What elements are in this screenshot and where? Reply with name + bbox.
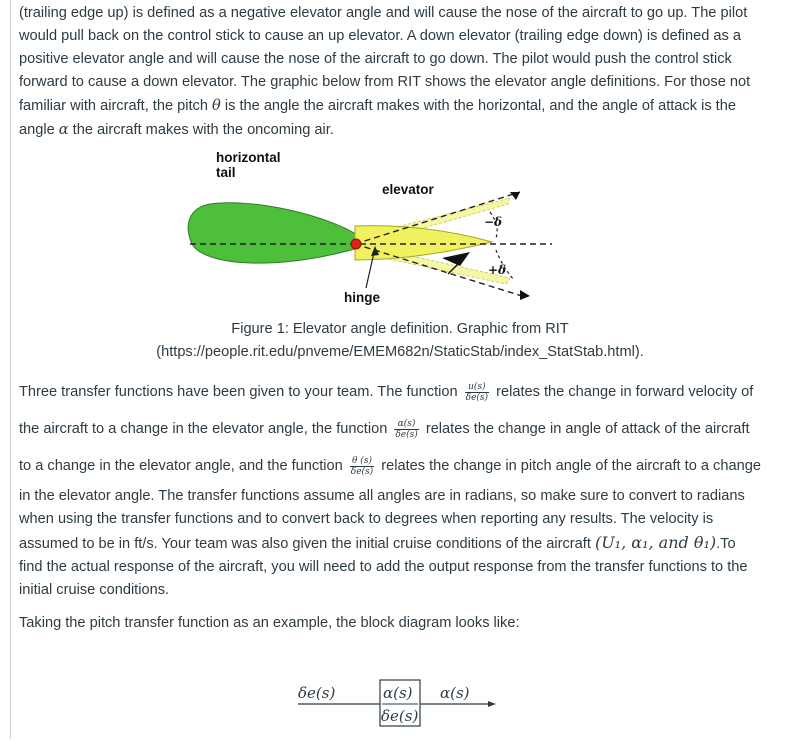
theta-symbol: θ (212, 97, 221, 114)
tf-line-velocity: Three transfer functions have been given to your team. The function $\frac{u(s)}{\delta e(s)}$ relates the change in forward velocity of (19, 381, 754, 403)
body-line: find the actual response of the aircraft, you will need to add the output response from the transfer functions to the (19, 559, 748, 575)
elevator-figure (170, 148, 570, 308)
block-output-label: α(s) (440, 684, 470, 702)
intro-line: positive elevator angle and will cause the nose of the aircraft to go down. The pilot would push the control stick (19, 51, 732, 67)
intro-line: would pull back on the control stick to cause an up elevator. A down elevator (trailing edge down) is defined as a (19, 28, 742, 44)
intro-line: forward to cause a down elevator. The graphic below from RIT shows the elevator angle definitions. For those not (19, 74, 751, 90)
intro-paragraph (19, 2, 791, 142)
arrow-down-head (520, 290, 530, 300)
intro-line: (trailing edge up) is defined as a negative elevator angle and will cause the nose of the aircraft to go up. The pilot (19, 5, 748, 21)
body-line: in the elevator angle. The transfer functions assume all angles are in radians, so make sure to convert to radians (19, 488, 745, 504)
elevator-diagram-svg (170, 148, 570, 308)
body-line: when using the transfer functions and to convert back to degrees when reporting any results. The velocity is (19, 511, 714, 527)
alpha-symbol: α (58, 121, 69, 138)
example-line: Taking the pitch transfer function as an example, the block diagram looks like: (19, 615, 520, 631)
fraction-theta-over-delta: $\frac{\theta (s)}{\delta e(s)}$ (350, 455, 374, 477)
cruise-conditions-math: (U₁, α₁, and θ₁) (594, 533, 717, 552)
intro-line: familiar with aircraft, the pitch θ is the angle the aircraft makes with the horizontal, and the angle of attack is the (19, 97, 736, 114)
block-input-label: δe(s) (298, 684, 336, 702)
caption-line: Figure 1: Elevator angle definition. Graphic from RIT (231, 321, 569, 337)
block-diagram (280, 676, 520, 736)
tf-line-theta: to a change in the elevator angle, and the function $\frac{\theta (s)}{\delta e(s)}$ relates the change in pitch angle of the aircraft to a change (19, 455, 761, 477)
fraction-alpha-over-delta: $\frac{\alpha(s)}{\delta e(s)}$ (395, 418, 418, 440)
block-diagram-svg (280, 676, 520, 736)
horizontal-tail-shape (188, 203, 365, 263)
body-paragraph (19, 485, 791, 602)
label-pos-delta: +δ (488, 263, 507, 277)
label-neg-delta: −δ (484, 215, 503, 229)
hinge-point (351, 239, 361, 249)
label-horizontal: horizontal (216, 150, 281, 165)
label-elevator: elevator (382, 182, 434, 197)
label-tail: tail (216, 165, 236, 180)
figure-caption (0, 318, 800, 364)
output-arrow-head (488, 701, 496, 707)
caption-line: (https://people.rit.edu/pnveme/EMEM682n/StaticStab/index_StatStab.html). (156, 344, 644, 360)
body-line: initial cruise conditions. (19, 582, 170, 598)
tf-line-alpha: the aircraft to a change in the elevator angle, the function $\frac{\alpha(s)}{\delta e(s)}$ relates the change in angle of attack of the aircraft (19, 418, 750, 440)
fraction-u-over-delta: $\frac{u(s)}{\delta e(s)}$ (465, 381, 489, 403)
label-hinge: hinge (344, 290, 380, 305)
intro-line: angle α the aircraft makes with the oncoming air. (19, 121, 334, 138)
arrow-up-head (510, 192, 520, 200)
example-paragraph (19, 612, 791, 635)
block-box-denominator: δe(s) (381, 707, 419, 725)
block-box-numerator: α(s) (383, 684, 413, 702)
body-line: assumed to be in ft/s. Your team was also given the initial cruise conditions of the aircraft (U₁, α₁, and θ₁).To (19, 533, 736, 552)
left-border (10, 0, 11, 739)
